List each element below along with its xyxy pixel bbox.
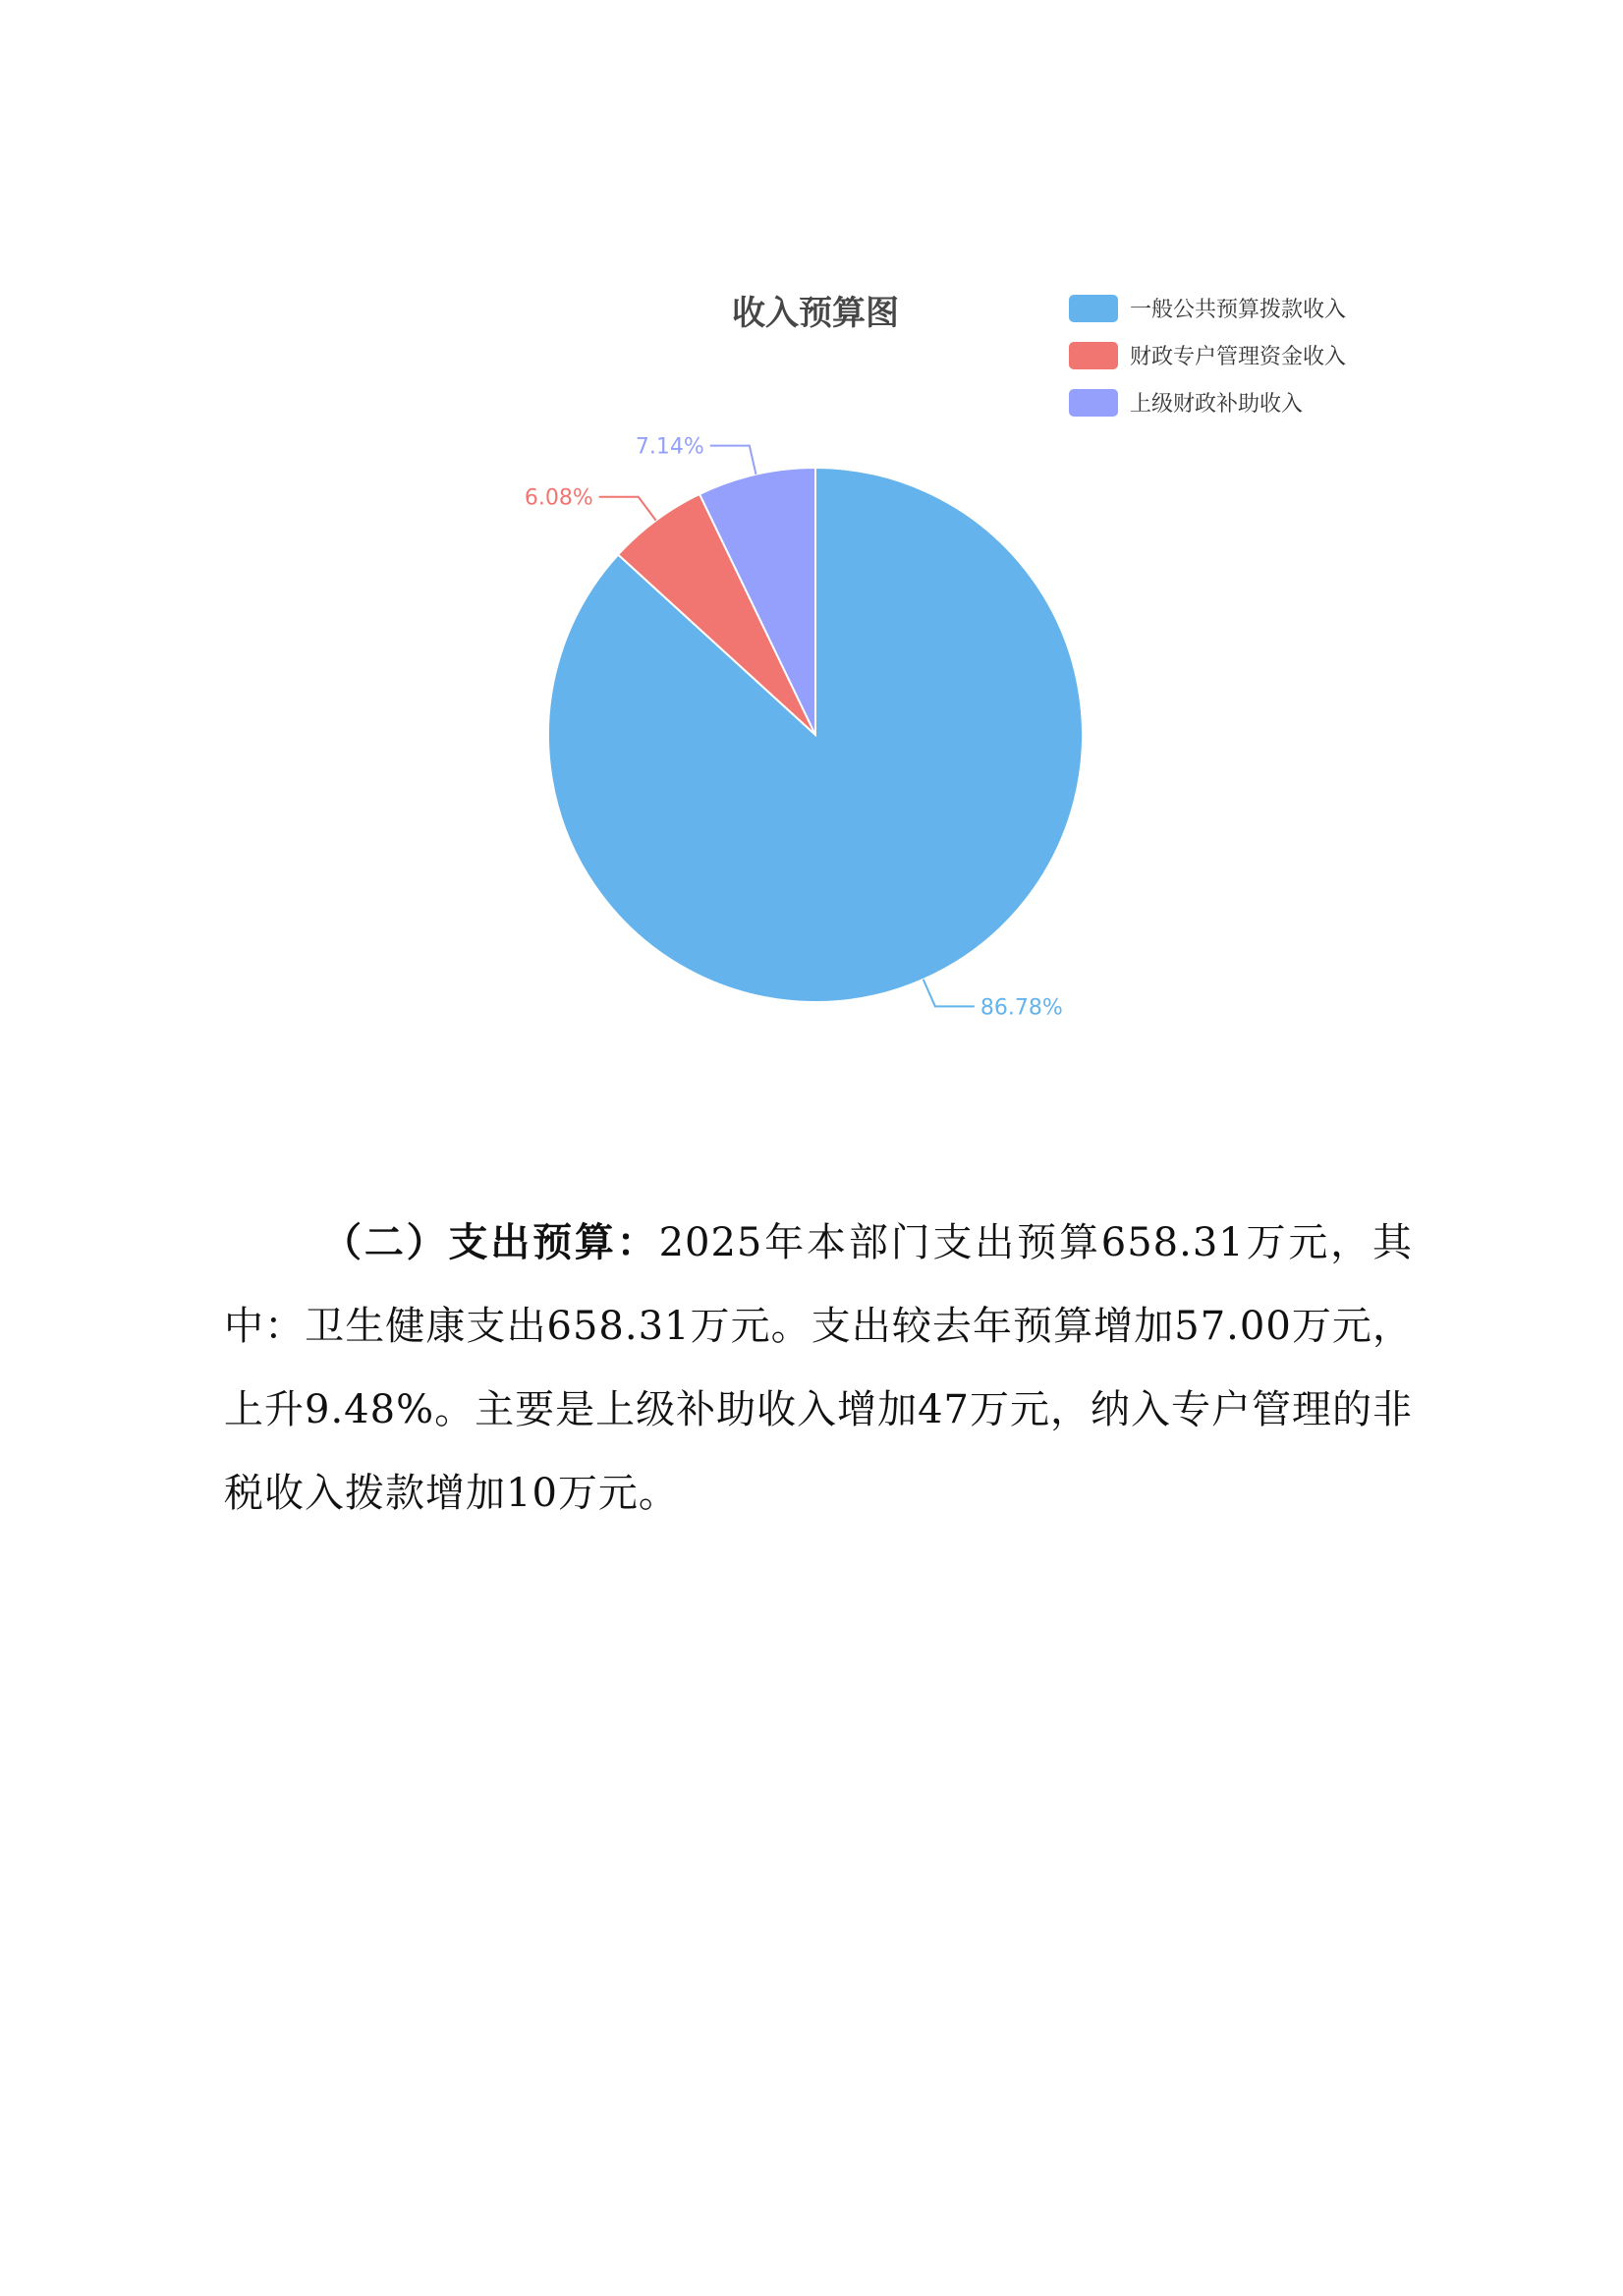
pie-leader-line-2 (599, 497, 656, 521)
pie-data-label-3: 7.14% (635, 434, 704, 460)
pie-leader-line-3 (710, 446, 756, 475)
pie-data-label-2: 6.08% (524, 485, 593, 511)
paragraph-body: 2025年本部门支出预算658.31万元，其中：卫生健康支出658.31万元。支出较去年预算增加57.00万元，上升9.48%。主要是上级补助收入增加47万元，纳入专户管理的非税收入拨款增加10万元。 (224, 1220, 1414, 1516)
expenditure-budget-paragraph (224, 1201, 1413, 1536)
pie (548, 468, 1083, 1002)
pie-leader-line-1 (923, 980, 975, 1006)
chart-legend (1069, 295, 1346, 417)
section-heading: （二）支出预算： (322, 1219, 659, 1265)
legend-label-2: 财政专户管理资金收入 (1130, 345, 1347, 369)
legend-label-1: 一般公共预算拨款收入 (1130, 298, 1347, 322)
legend-swatch-1 (1069, 295, 1118, 322)
legend-label-3: 上级财政补助收入 (1130, 392, 1304, 417)
pie-data-label-1: 86.78% (979, 995, 1063, 1021)
chart-title: 收入预算图 (732, 294, 899, 333)
legend-swatch-3 (1069, 389, 1118, 417)
income-budget-pie-chart (0, 0, 1623, 1081)
legend-swatch-2 (1069, 342, 1118, 369)
